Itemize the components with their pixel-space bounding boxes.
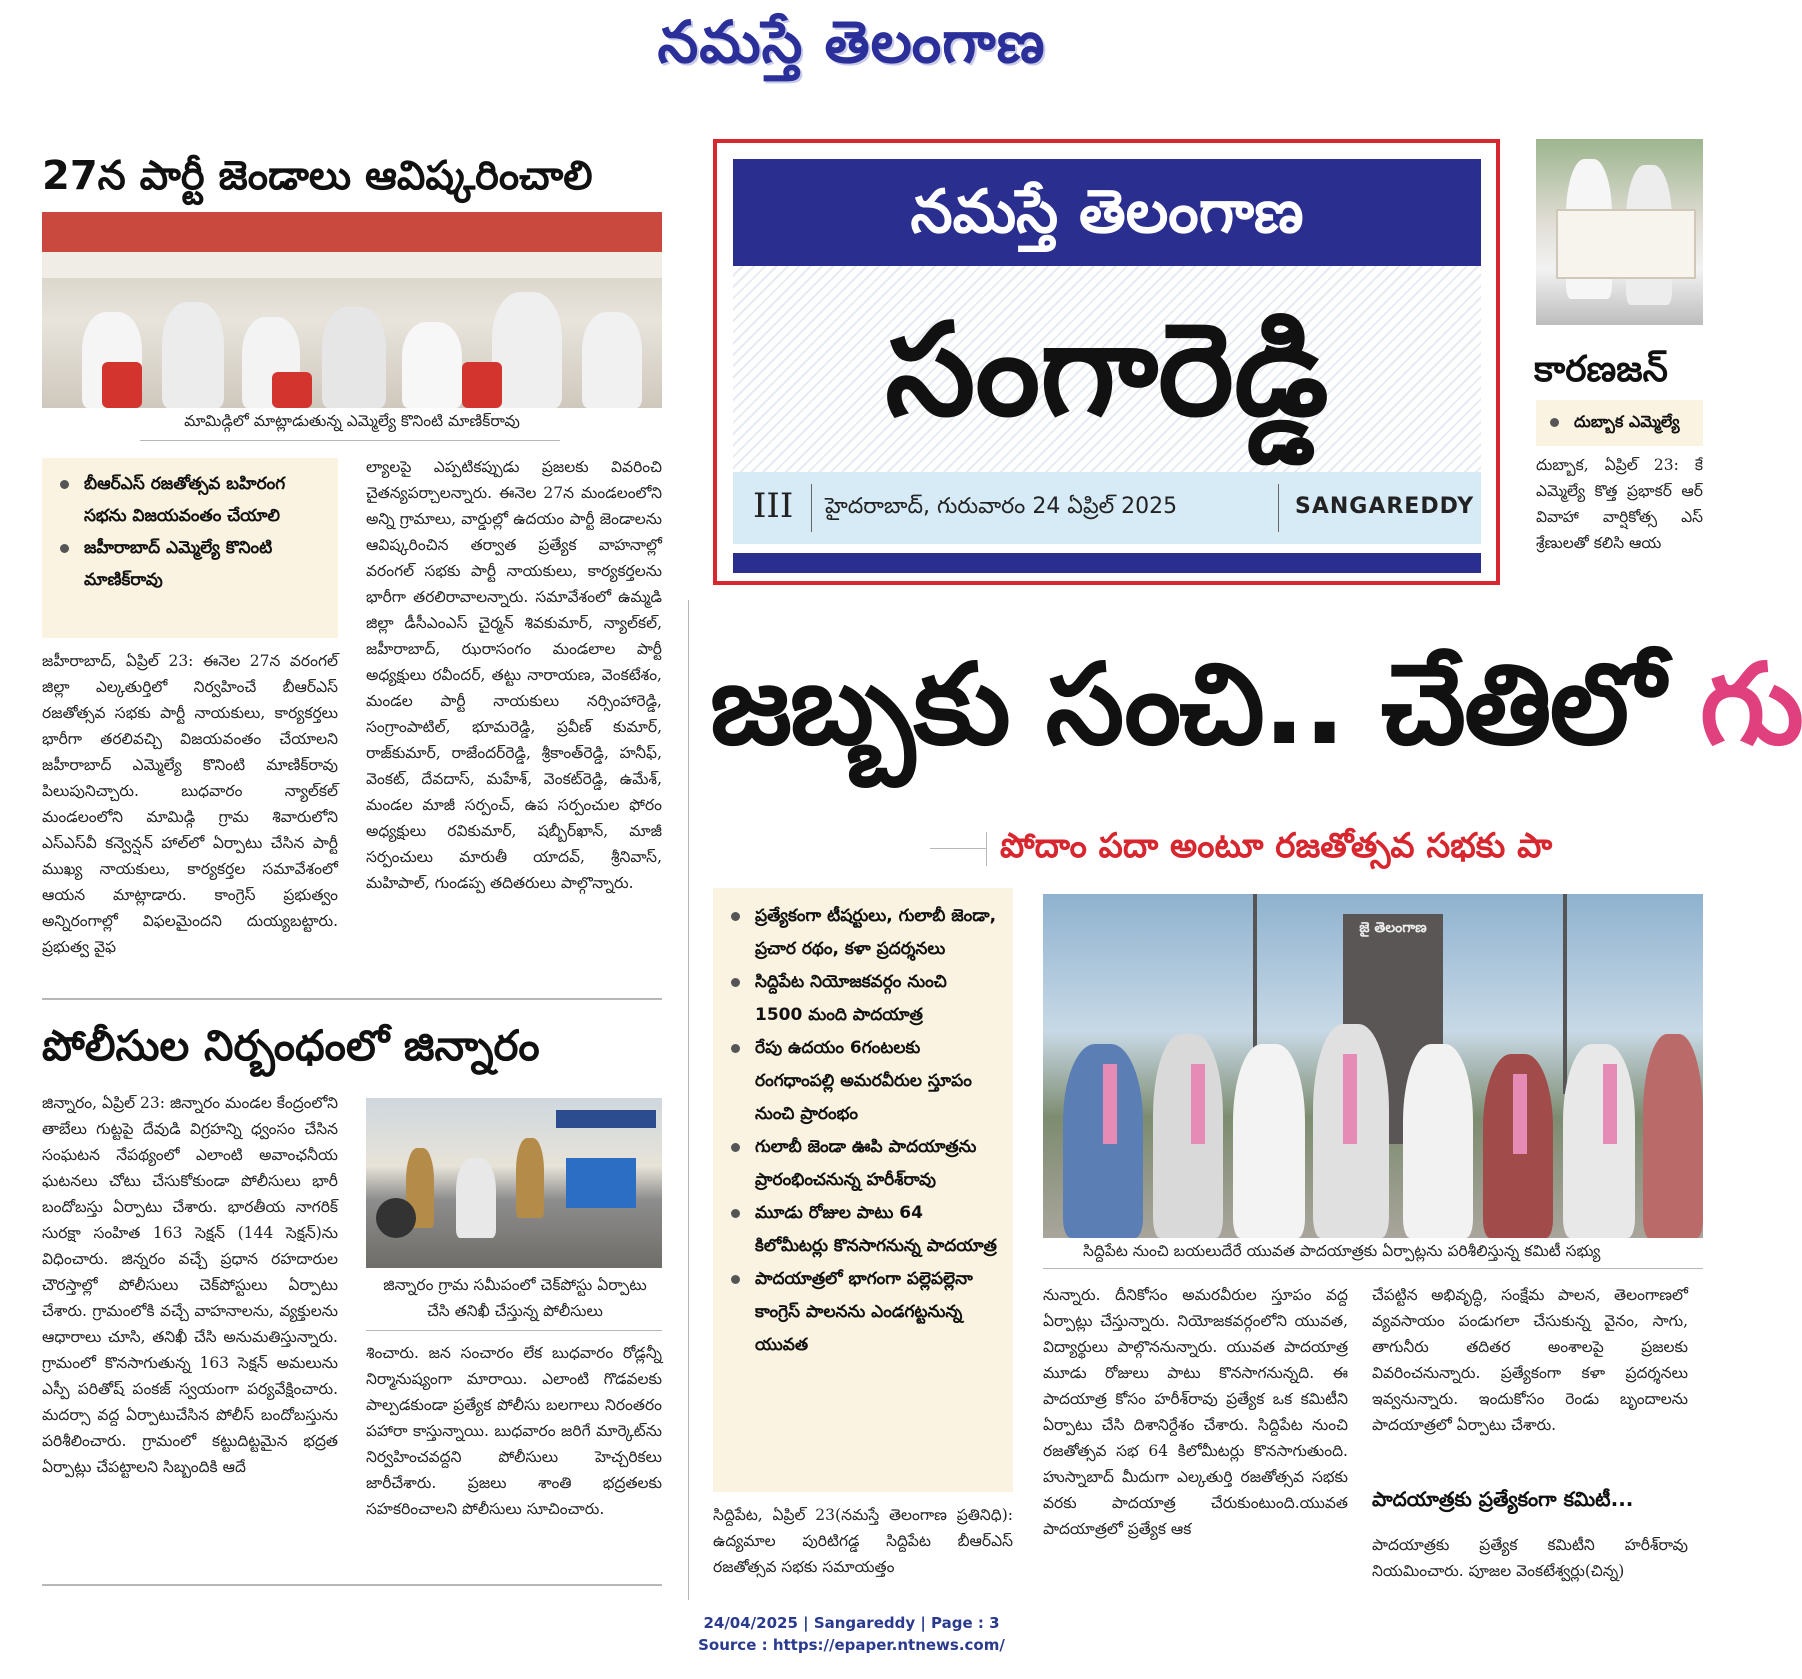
padayatra-photo <box>1043 894 1703 1238</box>
highlight-item: రేపు ఉదయం 6గంటలకు రంగధాంపల్లి అమరవీరుల స్తూపం నుంచి ప్రారంభం <box>727 1032 999 1131</box>
highlight-item: గులాబీ జెండా ఊపి పాదయాత్రను ప్రారంభించనున్న హరీశ్‌రావు <box>727 1131 999 1197</box>
story-headline: 27న పార్టీ జెండాలు ఆవిష్కరించాలి <box>42 153 593 199</box>
lead-headline-pink: గు <box>1699 640 1802 770</box>
right-story-photo <box>1536 139 1703 325</box>
meeting-photo <box>42 212 662 408</box>
lead-headline-black: జబ్బకు సంచి.. చేతిలో <box>710 640 1700 770</box>
story-column-2: నున్నారు. దీనికోసం అమరవీరుల స్తూపం వద్ద ఏర్పాట్లు చేస్తున్నారు. నియోజకవర్గంలోని యువత, విద్యార్థులు పాల్గొననున్నారు. యువత పాదయాత్ర మూడు రోజులు పాటు కొనసాగనున్నది. ఈ పాదయాత్ర కోసం హరీశ్‌రావు ప్రత్యేక ఒక కమిటీని ఏర్పాటు చేసి దిశానిర్దేశం చేశారు. సిద్దిపేట నుంచి రజతోత్సవ సభ 64 కిలోమీటర్లు కొనసాగుతుంది. హుస్నాబాద్ మీదుగా ఎల్కతుర్తి రజతోత్సవ సభకు వరకు పాదయాత్ర చేరుకుంటుంది.యువత పాదయాత్రలో ప్రత్యేక ఆక <box>1043 1286 1348 1538</box>
photo-sign: జై తెలంగాణ <box>1359 920 1427 936</box>
checkpost-photo <box>366 1098 662 1268</box>
edition-name: సంగారెడ్డి <box>885 295 1329 445</box>
footer-date-line: 24/04/2025 | Sangareddy | Page : 3 <box>703 1614 1000 1632</box>
edition-masthead-box <box>713 139 1500 585</box>
section-divider <box>42 998 662 1000</box>
page-roman-numeral: III <box>753 486 794 526</box>
story-column-1: జిన్నారం, ఏప్రిల్ 23: జిన్నారం మండల కేంద్రంలోని తాబేలు గుట్టపై దేవుడి విగ్రహన్ని ధ్వంసం చేసిన సంఘటన నేపథ్యంలో ఎలాంటి అవాంఛనీయ ఘటనలు చోటు చేసుకోకుండా పోలీసులు భారీ బందోబస్తు ఏర్పాటు చేశారు. భారతీయ నాగరిక్ సురక్షా సంహిత 163 సెక్షన్ (144 సెక్షన్)ను విధించారు. జిన్నరం వచ్చే ప్రధాన రహదారుల చౌరస్తాల్లో పోలీసులు చెక్‌పోస్టులు ఏర్పాటు చేశారు. గ్రామంలోకి వచ్చే వాహనాలను, వ్యక్తులను ఆధారాలు చూసి, తనిఖీ చేసి అనుమతిస్తున్నారు. గ్రామంలో కొనసాగుతున్న 163 సెక్షన్ అమలును ఎస్పీ పరితోష్ పంకజ్ స్వయంగా పర్యవేక్షించారు. మదర్సా వద్ద ఏర్పాటుచేసిన పోలీస్ బందోబస్తును పరిశీలించారు. గ్రామంలో కట్టుదిట్టమైన భద్రత ఏర్పాట్లు చేపట్టాలని సిబ్బందికి ఆదే <box>42 1094 338 1476</box>
story-column-1: సిద్దిపేట, ఏప్రిల్ 23(నమస్తే తెలంగాణ ప్రతినిధి): ఉద్యమాల పురిటిగడ్డ సిద్దిపేట బీఆర్‌ఎస్ రజతోత్సవ సభకు సమాయత్తం <box>713 1506 1013 1576</box>
story-column-3b: పాదయాత్రకు ప్రత్యేక కమిటీని హరీశ్‌రావు నియమించారు. పూజల వెంకటేశ్వర్లు(చిన్న) <box>1372 1536 1688 1580</box>
story-column: దుబ్బాక, ఏప్రిల్ 23: కే ఎమ్మెల్యే కొత్త ప్రభాకర్ ఆర్ వివాహా వార్షికోత్స ఎస్ శ్రేణులతో కలిసి ఆయ <box>1536 456 1703 552</box>
lead-headline <box>710 630 1802 780</box>
highlight-item: పాదయాత్రలో భాగంగా పల్లెపల్లెనా కాంగ్రెస్ పాలనను ఎండగట్టనున్న యువత <box>727 1263 999 1362</box>
edition-paper-name: నమస్తే తెలంగాణ <box>733 159 1481 266</box>
paper-masthead: నమస్తే తెలంగాణ <box>657 8 1046 76</box>
highlights-box <box>713 888 1013 1492</box>
photo-caption: జిన్నారం గ్రామ సమీపంలో చెక్‌పోస్టు ఏర్పాటు చేసి తనిఖీ చేస్తున్న పోలీసులు <box>383 1276 647 1320</box>
story-headline: కారణజన్ <box>1534 349 1668 390</box>
highlight-item: బీఆర్‌ఎస్ రజతోత్సవ బహిరంగ సభను విజయవంతం చేయాలి <box>56 468 324 532</box>
photo-caption: సిద్దిపేట నుంచి బయలుదేరే యువత పాదయాత్రకు ఏర్పాట్లను పరిశీలిస్తున్న కమిటీ సభ్యు <box>1083 1242 1601 1260</box>
highlight-item: మూడు రోజుల పాటు 64 కిలోమీటర్లు కొనసాగనున్న పాదయాత్ర <box>727 1197 999 1263</box>
highlight-item: సిద్దిపేట నియోజకవర్గం నుంచి 1500 మంది పాదయాత్ర <box>727 966 999 1032</box>
story-column-2: శించారు. జన సంచారం లేక బుధవారం రోడ్లన్నీ నిర్మానుష్యంగా మారాయి. ఎలాంటి గొడవలకు పాల్పడకుండా ప్రత్యేక పోలీసు బలగాలు నిరంతరం పహారా కాస్తున్నాయి. బుధవారం జరిగే మార్కెట్‌ను నిర్వహించవద్దని పోలీసులు హెచ్చరికలు జారీచేశారు. ప్రజలు శాంతి భద్రతలకు సహకరించాలని పోలీసులు సూచించారు. <box>366 1344 662 1518</box>
story-column-3: చేపట్టిన అభివృద్ధి, సంక్షేమ పాలన, తెలంగాణలో వ్యవసాయం పండుగలా చేసుకున్న వైనం, సాగు, తాగునీరు తదితర అంశాలపై ప్రజలకు వివరించనున్నారు. ప్రత్యేకంగా కళా ప్రదర్శనలు ఇవ్వనున్నారు. ఇందుకోసం రెండు బృందాలను పాదయాత్రలో ఏర్పాటు చేశారు. <box>1372 1286 1688 1434</box>
highlights-box <box>1536 400 1703 446</box>
photo-caption: మామిడ్గిలో మాట్లాడుతున్న ఎమ్మెల్యే కొనింటి మాణిక్‌రావు <box>184 412 520 430</box>
highlights-box <box>42 458 338 638</box>
lead-subheadline: పోదాం పదా అంటూ రజతోత్సవ సభకు పా <box>1000 826 1553 866</box>
page-footer <box>0 1612 1703 1656</box>
story-subhead: పాదయాత్రకు ప్రత్యేకంగా కమిటీ... <box>1372 1487 1634 1511</box>
highlight-item: జహీరాబాద్ ఎమ్మెల్యే కొనింటి మాణిక్‌రావు <box>56 532 324 596</box>
story-column-1: జహీరాబాద్, ఏప్రిల్ 23: ఈనెల 27న వరంగల్ జిల్లా ఎల్కతుర్తిలో నిర్వహించే బీఆర్‌ఎస్ రజతోత్సవ సభకు పార్టీ నాయకులు, కార్యకర్తలు భారీగా తరలివచ్చి విజయవంతం చేయాలని జహీరాబాద్ ఎమ్మెల్యే కొనింటి మాణిక్‌రావు పిలుపునిచ్చారు. బుధవారం న్యాల్‌కల్ మండలంలోని మామిడ్గి గ్రామ శివారులోని ఎస్‌ఎస్‌వీ కన్వెన్షన్ హాల్‌లో ఏర్పాటు చేసిన పార్టీ ముఖ్య నాయకులు, కార్యకర్తల సమావేశంలో ఆయన మాట్లాడారు. కాంగ్రెస్ ప్రభుత్వం అన్నిరంగాల్లో విఫలమైందని దుయ్యబట్టారు. ప్రభుత్వ వైఫ <box>42 652 338 956</box>
highlight-item: దుబ్బాక ఎమ్మెల్యే <box>1546 406 1693 438</box>
edition-english-name: SANGAREDDY <box>1295 494 1475 519</box>
highlight-item: ప్రత్యేకంగా టీషర్టులు, గులాబీ జెండా, ప్రచార రథం, కళా ప్రదర్శనలు <box>727 900 999 966</box>
story-headline: పోలీసుల నిర్బంధంలో జిన్నారం <box>42 1021 540 1070</box>
story-column-2: ల్యాలపై ఎప్పటికప్పుడు ప్రజలకు వివరించి చైతన్యపర్చాలన్నారు. ఈనెల 27న మండలంలోని అన్ని గ్రామాలు, వార్డుల్లో ఉదయం పార్టీ జెండాలను ఆవిష్కరించిన తర్వాత ప్రత్యేక వాహనాల్లో వరంగల్ సభకు పార్టీ నాయకులు, కార్యకర్తలను భారీగా తరలిరావాలన్నారు. సమావేశంలో ఉమ్మడి జిల్లా డీసీఎంఎస్ చైర్మన్ శివకుమార్, న్యాల్‌కల్, జహీరాబాద్, ఝరాసంగం మండలాల పార్టీ అధ్యక్షులు రవీందర్, తట్టు నారాయణ, వెంకటేశం, మండల పార్టీ నాయకులు నర్సింహారెడ్డి, సంగ్రాంపాటిల్, భూమరెడ్డి, ప్రవీణ్ కుమార్, రాజ్‌కుమార్, రాజేందర్‌రెడ్డి, శ్రీకాంత్‌రెడ్డి, హనీఫ్, వెంకట్, దేవదాస్, మహేశ్, వెంకట్‌రెడ్డి, ఉమేశ్, మండల మాజీ సర్పంచ్, ఉప సర్పంచుల ఫోరం అధ్యక్షులు రవికుమార్, షబ్బీర్‌ఖాన్, మాజీ సర్పంచులు మారుతీ యాదవ్, శ్రీనివాస్, మహిపాల్, గుండప్ప తదితరులు పాల్గొన్నారు. <box>366 458 662 892</box>
footer-source-line: Source : https://epaper.ntnews.com/ <box>698 1636 1005 1654</box>
edition-dateline: హైదరాబాద్, గురువారం 24 ఏప్రిల్ 2025 <box>825 494 1178 519</box>
column-divider <box>688 600 689 1600</box>
